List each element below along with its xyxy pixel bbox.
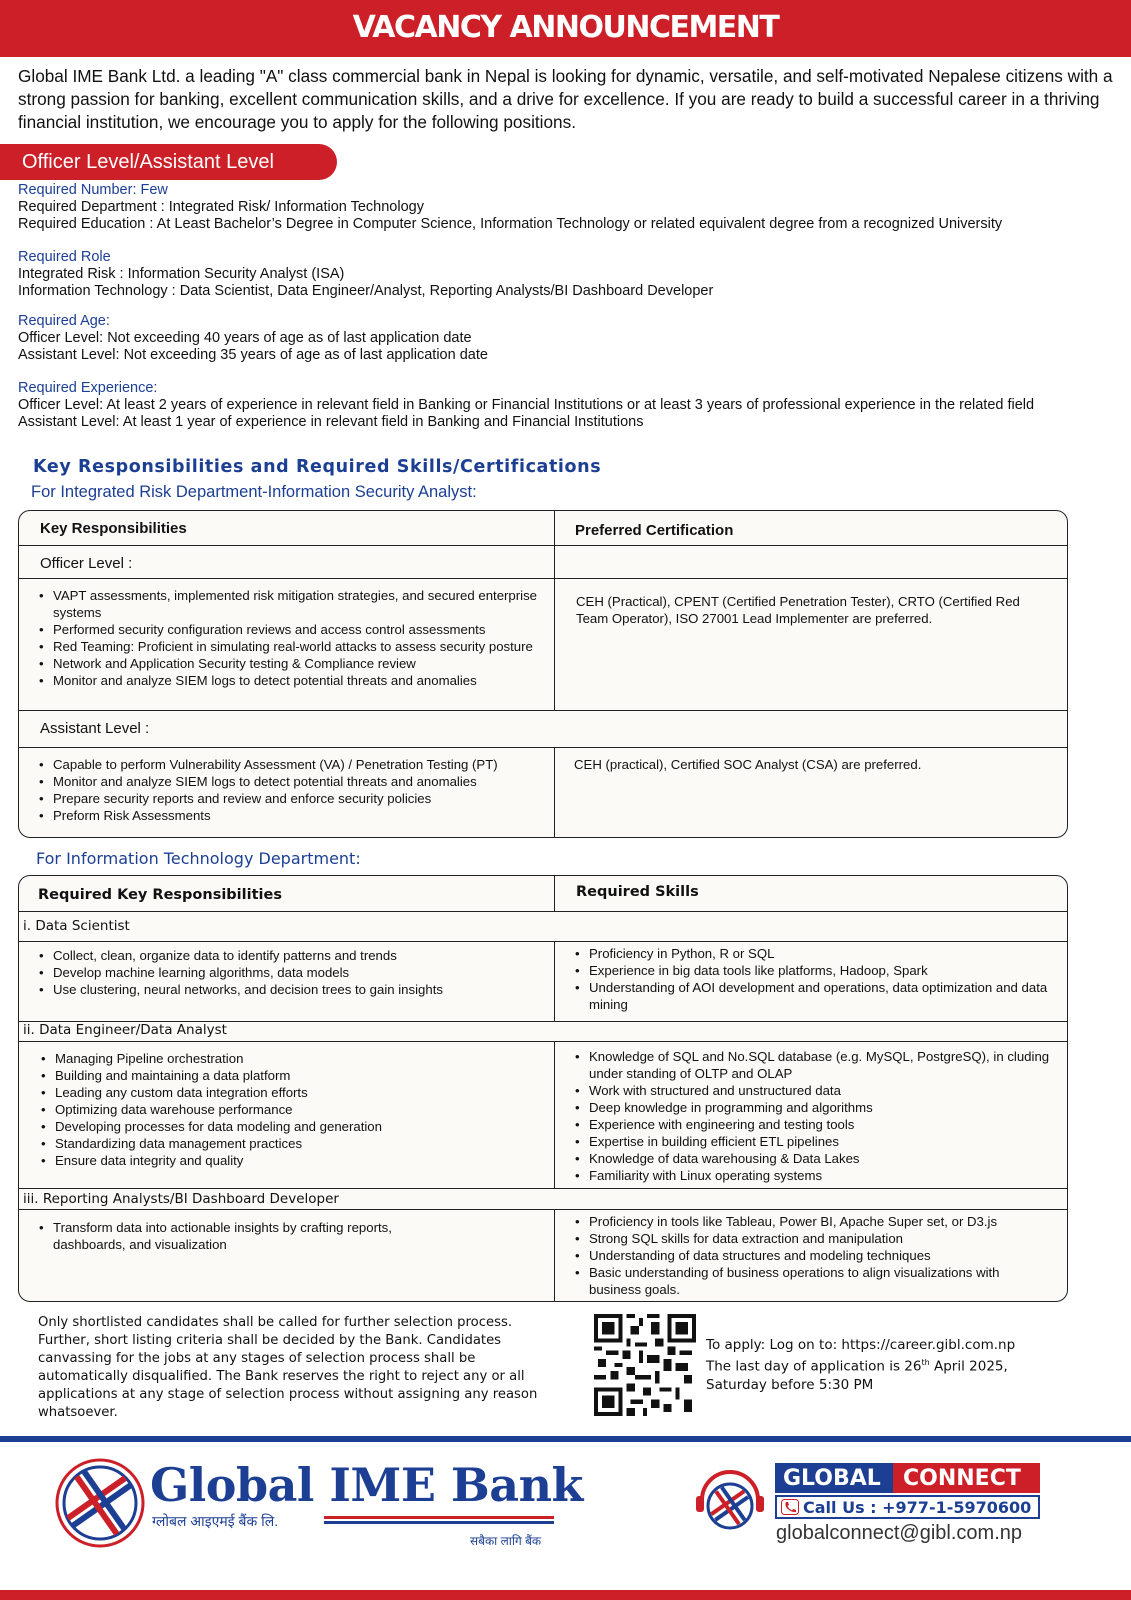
it-divider-4 xyxy=(554,1210,555,1302)
list-item: • Strong SQL skills for data extraction and manipulation xyxy=(575,1230,1055,1247)
risk-line-2 xyxy=(19,578,1067,579)
list-item: • Prepare security reports and review and enforce security policies xyxy=(39,790,539,807)
apply-info xyxy=(706,1336,1106,1394)
stripe-red xyxy=(324,1516,554,1519)
header-banner xyxy=(0,0,1131,57)
risk-officer-list xyxy=(39,587,539,689)
age-heading: Required Age: xyxy=(18,313,110,329)
it-line-1 xyxy=(19,911,1067,912)
global-connect-title xyxy=(775,1463,1040,1493)
ra-skills xyxy=(575,1213,1055,1298)
list-item: • Knowledge of SQL and No.SQL database (e.g. MySQL, PostgreSQ), in cluding under standing of OLTP and OLAP xyxy=(575,1048,1055,1082)
list-item: • Deep knowledge in programming and algorithms xyxy=(575,1099,1055,1116)
it-row-reporting-analyst: iii. Reporting Analysts/BI Dashboard Developer xyxy=(23,1191,339,1207)
footer-bottom-bar xyxy=(0,1590,1131,1600)
list-item: • Basic understanding of business operations to align visualizations with business goals. xyxy=(575,1264,1055,1298)
list-item: • Performed security configuration reviews and access control assessments xyxy=(39,621,539,638)
experience-heading: Required Experience: xyxy=(18,380,158,396)
bank-stripes xyxy=(324,1516,554,1526)
list-item: • Capable to perform Vulnerability Assessment (VA) / Penetration Testing (PT) xyxy=(39,756,539,773)
it-row-data-engineer: ii. Data Engineer/Data Analyst xyxy=(23,1022,227,1038)
qr-code-icon[interactable] xyxy=(594,1314,696,1416)
list-item: • Leading any custom data integration efforts xyxy=(41,1084,541,1101)
apply-time: Saturday before 5:30 PM xyxy=(706,1376,874,1393)
required-number: Required Number: Few xyxy=(18,182,168,198)
it-line-2 xyxy=(19,941,1067,942)
level-banner-label: Officer Level/Assistant Level xyxy=(22,151,274,173)
list-item: • Knowledge of data warehousing & Data Lakes xyxy=(575,1150,1055,1167)
role-it: Information Technology : Data Scientist, Data Engineer/Analyst, Reporting Analysts/BI Dashboard Developer xyxy=(18,283,714,299)
gc-connect-label: CONNECT xyxy=(903,1466,1021,1491)
global-ime-logo-icon xyxy=(55,1458,145,1548)
deadline-suffix: th xyxy=(921,1358,930,1367)
risk-officer-label: Officer Level : xyxy=(40,555,133,572)
it-line-4 xyxy=(19,1041,1067,1042)
list-item: • Developing processes for data modeling and generation xyxy=(41,1118,541,1135)
it-row-data-scientist: i. Data Scientist xyxy=(23,918,130,934)
experience-assistant: Assistant Level: At least 1 year of experience in relevant field in Banking and Financial Institutions xyxy=(18,414,644,430)
list-item: • Experience with engineering and testing tools xyxy=(575,1116,1055,1133)
age-officer: Officer Level: Not exceeding 40 years of age as of last application date xyxy=(18,330,472,346)
it-table xyxy=(18,875,1068,1302)
it-subtitle: For Information Technology Department: xyxy=(36,849,361,868)
list-item: • VAPT assessments, implemented risk mitigation strategies, and secured enterprise systems xyxy=(39,587,539,621)
call-number: Call Us : +977-1-5970600 xyxy=(803,1498,1032,1517)
it-line-5 xyxy=(19,1188,1067,1189)
risk-col-certification: Preferred Certification xyxy=(575,522,734,539)
bank-tagline: सबैका लागि बैंक xyxy=(470,1534,542,1548)
page-title: VACANCY ANNOUNCEMENT xyxy=(352,10,779,45)
level-banner xyxy=(0,144,337,180)
it-line-6 xyxy=(19,1209,1067,1210)
role-risk: Integrated Risk : Information Security Analyst (ISA) xyxy=(18,266,345,282)
ds-responsibilities xyxy=(39,947,539,998)
list-item: • Understanding of AOI development and operations, data optimization and data mining xyxy=(575,979,1055,1013)
footer-divider xyxy=(0,1436,1131,1442)
risk-line-3 xyxy=(19,710,1067,711)
gc-global-label: GLOBAL xyxy=(783,1466,881,1491)
list-item: • Preform Risk Assessments xyxy=(39,807,539,824)
list-item: • Work with structured and unstructured data xyxy=(575,1082,1055,1099)
list-item: • Familiarity with Linux operating systems xyxy=(575,1167,1055,1184)
list-item: • Experience in big data tools like platforms, Hadoop, Spark xyxy=(575,962,1055,979)
ds-skills xyxy=(575,945,1055,1013)
list-item: • Understanding of data structures and modeling techniques xyxy=(575,1247,1055,1264)
list-item: • Network and Application Security testing & Compliance review xyxy=(39,655,539,672)
risk-divider-top xyxy=(554,511,555,711)
risk-line-1 xyxy=(19,545,1067,546)
age-block xyxy=(18,313,488,364)
list-item: • Monitor and analyze SIEM logs to detect potential threats and anomalies xyxy=(39,672,539,689)
selection-notice: Only shortlisted candidates shall be called for further selection process. Further, short listing criteria shall be decided by the Bank. Candidates canvassing for the jobs at any stages of selection process shall be automatically disqualified. The Bank reserves the right to reject any or all applications at any stage of selection process without assigning any reason whatsoever. xyxy=(38,1315,538,1420)
risk-table xyxy=(18,510,1068,838)
role-block xyxy=(18,249,713,300)
intro-paragraph: Global IME Bank Ltd. a leading "A" class commercial bank in Nepal is looking for dynamic, versatile, and self-motivated Nepalese citizens with a strong passion for banking, excellent communication skills, and a drive for excellence. If you are ready to build a successful career in a thriving financial institution, we encourage you to apply for the following positions. xyxy=(18,66,1113,132)
list-item: • Building and maintaining a data platform xyxy=(41,1067,541,1084)
required-department: Required Department : Integrated Risk/ Information Technology xyxy=(18,199,424,215)
de-skills xyxy=(575,1048,1055,1184)
list-item: • Proficiency in Python, R or SQL xyxy=(575,945,1055,962)
age-assistant: Assistant Level: Not exceeding 35 years of age as of last application date xyxy=(18,347,488,363)
required-education: Required Education : At Least Bachelor’s Degree in Computer Science, Information Technology or related equivalent degree from a recognized University xyxy=(18,216,1003,232)
list-item: • Optimizing data warehouse performance xyxy=(41,1101,541,1118)
risk-line-4 xyxy=(19,747,1067,748)
list-item: • Proficiency in tools like Tableau, Power BI, Apache Super set, or D3.js xyxy=(575,1213,1055,1230)
list-item: • Ensure data integrity and quality xyxy=(41,1152,541,1169)
contact-email[interactable]: globalconnect@gibl.com.np xyxy=(776,1522,1023,1544)
list-item: • Collect, clean, organize data to identify patterns and trends xyxy=(39,947,539,964)
it-divider-3 xyxy=(554,1042,555,1189)
experience-officer: Officer Level: At least 2 years of experience in relevant field in Banking or Financial Institutions or at least 3 years of professional experience in the related field xyxy=(18,397,1035,413)
call-box[interactable] xyxy=(775,1495,1040,1519)
risk-officer-certification: CEH (Practical), CPENT (Certified Penetration Tester), CRTO (Certified Red Team Operator), ISO 27001 Lead Implementer are preferred. xyxy=(576,594,1020,626)
section-title: Key Responsibilities and Required Skills/Certifications xyxy=(33,457,602,477)
list-item: • Standardizing data management practices xyxy=(41,1135,541,1152)
list-item: • Red Teaming: Proficient in simulating real-world attacks to assess security posture xyxy=(39,638,539,655)
risk-col-responsibilities: Key Responsibilities xyxy=(40,520,187,537)
requirements-block xyxy=(18,182,1002,233)
risk-assistant-list xyxy=(39,756,539,824)
it-divider-2 xyxy=(554,941,555,1022)
list-item: • Use clustering, neural networks, and decision trees to gain insights xyxy=(39,981,539,998)
list-item: • Monitor and analyze SIEM logs to detect potential threats and anomalies xyxy=(39,773,539,790)
risk-assistant-certification: CEH (practical), Certified SOC Analyst (CSA) are preferred. xyxy=(574,757,922,772)
list-item: • Managing Pipeline orchestration xyxy=(41,1050,541,1067)
role-heading: Required Role xyxy=(18,249,111,265)
global-connect-logo-icon xyxy=(690,1460,770,1540)
list-item: • Transform data into actionable insights by crafting reports, dashboards, and visualization xyxy=(39,1219,419,1253)
risk-subtitle: For Integrated Risk Department-Information Security Analyst: xyxy=(31,483,477,501)
apply-link[interactable]: To apply: Log on to: https://career.gibl.com.np xyxy=(706,1337,1016,1353)
risk-divider-bottom xyxy=(554,748,555,838)
list-item: • Develop machine learning algorithms, data models xyxy=(39,964,539,981)
deadline-text: The last day of application is 26 xyxy=(706,1358,922,1375)
stripe-blue xyxy=(324,1521,554,1524)
ra-responsibilities xyxy=(39,1219,419,1253)
risk-assistant-label: Assistant Level : xyxy=(40,720,150,737)
apply-deadline xyxy=(706,1354,1106,1376)
bank-name: Global IME Bank xyxy=(150,1458,583,1512)
experience-block xyxy=(18,380,1068,431)
it-col-skills: Required Skills xyxy=(576,884,699,900)
bank-name-nepali: ग्लोबल आइएमई बैंक लि. xyxy=(152,1513,279,1529)
it-divider-1 xyxy=(554,876,555,912)
list-item: • Expertise in building efficient ETL pipelines xyxy=(575,1133,1055,1150)
phone-icon xyxy=(781,1499,799,1515)
de-responsibilities xyxy=(41,1050,541,1169)
it-col-responsibilities: Required Key Responsibilities xyxy=(38,887,282,903)
deadline-date: April 2025, xyxy=(929,1358,1008,1375)
